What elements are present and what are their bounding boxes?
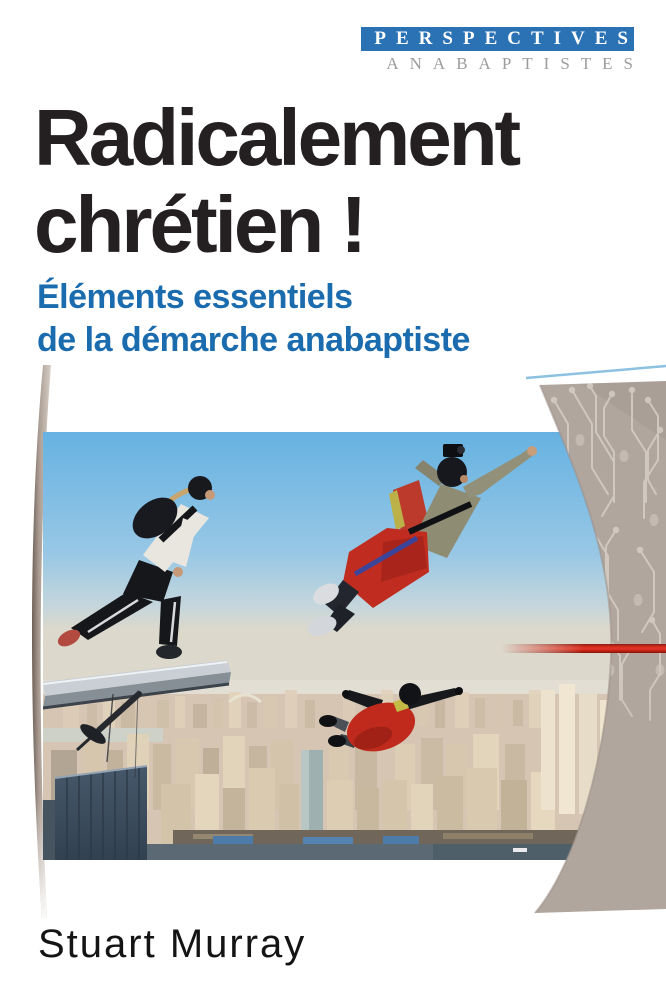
series-title-bar [361,27,638,51]
book-subtitle-line2: de la démarche anabaptiste [37,321,470,360]
book-subtitle [37,276,470,362]
blue-accent-line [526,366,666,378]
book-title-line1: Radicalement [34,93,519,182]
red-accent-line [502,644,666,653]
author-name: Stuart Murray [38,922,307,966]
book-title [34,94,518,268]
book-subtitle-line1: Éléments essentiels [37,278,353,316]
series-title: PERSPECTIVES [374,28,638,49]
series-plate [361,27,644,74]
series-subtitle: ANABAPTISTES [386,54,644,73]
building-tower [55,766,147,860]
circuit-panel [520,360,666,925]
book-title-line2: chrétien ! [34,180,365,270]
